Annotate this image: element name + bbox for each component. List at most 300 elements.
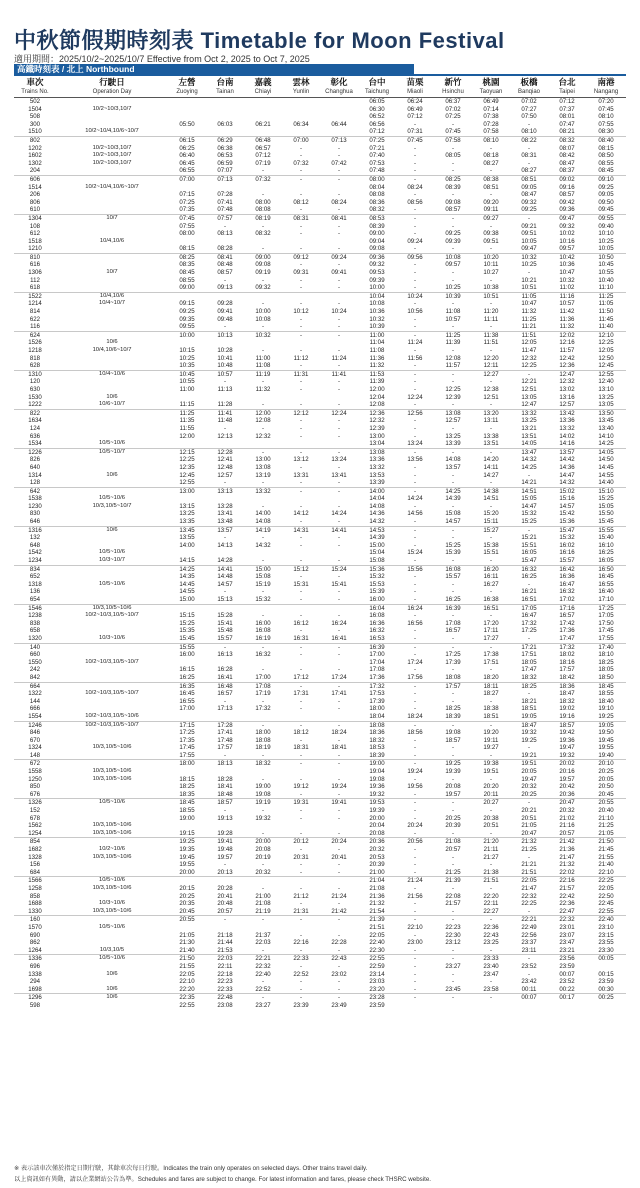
departure-time: 19:40 [586,752,626,760]
operation-day: 10/3,10/5~10/6 [92,853,132,860]
operation-day: 10/6 [106,526,118,533]
timetable [14,77,626,1009]
departure-time: - [320,323,358,331]
departure-time: - [337,588,341,596]
departure-time: - [337,448,341,456]
departure-time: 22:56 [521,931,537,939]
departure-time: 08:39 [369,222,385,230]
departure-time: 00:05 [598,955,614,963]
departure-time: 19:32 [548,752,586,760]
train-number: 684 [14,869,56,877]
table-row [14,643,626,651]
departure-time: - [451,588,455,596]
departure-time: - [299,534,303,542]
departure-time: 10:51 [510,284,548,292]
table-row [14,963,626,971]
departure-time: - [282,401,320,409]
departure-time: 07:32 [255,175,271,183]
departure-time: 14:08 [244,518,282,526]
departure-time: 07:00 [179,175,195,183]
train-number: 1688 [28,900,42,908]
departure-time: - [489,588,493,596]
train-number: 1316 [28,526,42,534]
departure-time: 08:57 [559,191,575,199]
departure-time: - [413,651,417,659]
departure-time: - [223,588,227,596]
departure-time: - [413,612,417,620]
departure-time: 21:25 [434,869,472,877]
departure-time: - [261,222,265,230]
train-number: 1518 [28,237,42,245]
departure-time: 09:00 [255,253,271,261]
departure-time: 15:05 [521,495,537,503]
departure-time: 07:35 [168,206,206,214]
departure-time: - [434,752,472,760]
departure-time [168,549,206,557]
departure-time: 21:47 [521,884,537,892]
departure-time: - [489,144,493,152]
departure-time: 11:57 [559,347,575,354]
departure-time: 21:56 [407,892,423,900]
train-number: 648 [29,541,41,549]
table-row [14,160,626,168]
departure-time: 11:15 [168,401,206,409]
footnote-operation-days: ※ 表示該車次僅於指定日期行駛，其餘車次每日行駛。Indicates the train only operates on selected days. Other trains travel daily. [14,1165,368,1172]
departure-time: - [337,962,341,970]
departure-time [206,440,244,448]
departure-time: 12:55 [168,479,206,487]
departure-time: 23:45 [434,986,472,994]
departure-time: - [451,697,455,705]
departure-time: 20:08 [445,783,461,791]
departure-time: 21:37 [255,931,271,939]
departure-time: - [396,908,434,916]
departure-time [168,924,206,932]
departure-time: 15:56 [407,565,423,573]
departure-time: - [320,869,358,877]
departure-time: 11:57 [434,362,472,370]
departure-time: - [299,760,303,768]
departure-time: 15:57 [445,573,461,581]
departure-time: - [299,300,303,308]
departure-time: - [261,448,265,456]
departure-time: 13:36 [369,456,385,464]
departure-time: 16:57 [445,627,461,635]
departure-time: - [413,970,417,978]
operation-day [56,417,168,425]
departure-time: 14:32 [521,456,537,464]
train-number: 850 [29,783,41,791]
table-row [14,955,626,963]
departure-time: 21:08 [369,884,385,892]
departure-time: 13:19 [255,471,271,479]
column-header-zh: 苗栗 [406,77,424,87]
departure-time: 19:39 [445,768,461,776]
departure-time: 18:00 [179,760,195,768]
departure-time [206,549,244,557]
departure-time: 09:08 [445,198,461,206]
departure-time: 10:55 [179,378,195,386]
departure-time [244,98,282,106]
departure-time: 09:25 [510,206,548,214]
table-row [14,339,626,347]
departure-time: 17:25 [521,627,537,635]
departure-time: 23:30 [586,947,626,955]
operation-day: 10/2~10/3,10/7 [92,105,132,112]
operation-day: 10/3~10/6 [56,635,168,643]
departure-time: 20:08 [358,830,396,838]
departure-time: 17:45 [179,744,195,752]
operation-day: 10/6 [106,393,118,400]
operation-day: 10/3,10/5~10/6 [92,822,132,829]
table-row [14,885,626,893]
departure-time: 20:31 [293,853,309,861]
departure-time: 08:55 [598,159,614,167]
departure-time [168,184,206,192]
departure-time: 17:47 [548,635,586,643]
departure-time: 15:40 [598,534,614,542]
departure-time: 22:32 [521,892,537,900]
departure-time: 08:31 [521,152,537,160]
train-number: 810 [29,253,41,261]
departure-time: - [396,635,434,643]
departure-time: - [413,721,417,729]
departure-time: 11:36 [369,354,385,362]
operation-day [56,261,168,269]
departure-time: - [489,861,493,869]
departure-time [282,98,320,106]
table-row [14,238,626,246]
departure-time: - [413,807,417,815]
departure-time: 11:12 [293,354,309,362]
departure-time: 20:12 [293,838,309,846]
departure-time: 21:36 [559,846,575,853]
operation-day [56,199,168,207]
operation-day: 10/5~10/6 [99,580,125,587]
departure-time: 16:12 [293,619,309,627]
departure-time: 17:00 [179,705,195,713]
operation-day [56,121,168,129]
table-row [14,815,626,823]
train-number: 1526 [28,339,42,347]
departure-time: 18:56 [407,729,423,737]
table-row [14,113,626,121]
departure-time: 10:28 [217,347,233,354]
departure-time: - [299,347,303,354]
departure-time: 23:37 [521,939,537,947]
departure-time: 21:42 [559,838,575,846]
column-header-zh: 新竹 [444,77,462,87]
departure-time [320,604,358,612]
departure-time: 08:19 [255,214,271,222]
departure-time: 18:10 [598,651,614,659]
departure-time: - [413,682,417,690]
operation-day [56,378,168,386]
departure-time: 12:21 [521,378,537,386]
departure-time: 16:39 [369,643,385,651]
departure-time: 23:08 [217,1001,233,1009]
departure-time: - [451,159,455,167]
departure-time: 16:51 [483,604,499,612]
departure-time: 18:57 [217,799,233,807]
departure-time: 20:24 [331,838,347,846]
departure-time: 14:27 [483,471,499,479]
operation-day [56,705,168,713]
departure-time: 17:08 [445,619,461,627]
departure-time: - [337,612,341,620]
departure-time: 14:24 [331,510,347,518]
departure-time [206,394,244,402]
operation-day [56,409,168,417]
departure-time: 22:59 [369,962,385,970]
departure-time: 10:32 [255,331,271,339]
departure-time: 12:27 [483,370,499,378]
departure-time: - [337,541,341,549]
departure-time: 17:48 [217,736,233,744]
departure-time: - [451,534,455,542]
departure-time: 20:51 [521,814,537,822]
departure-time: 21:19 [244,908,282,916]
section-divider [14,74,626,76]
table-row [14,152,626,160]
departure-time: 11:47 [521,347,537,354]
departure-time: 17:27 [472,635,510,643]
departure-time: 12:35 [179,463,195,471]
departure-time: 13:47 [521,448,537,456]
operation-day [56,783,168,791]
departure-time: 19:45 [179,853,195,861]
departure-time: 23:01 [559,923,575,931]
departure-time: 13:12 [293,456,309,464]
departure-time: 20:56 [407,838,423,846]
departure-time: 16:31 [282,635,320,643]
departure-time: - [320,245,358,253]
train-number: 124 [29,424,41,432]
departure-time: 16:47 [521,612,537,620]
departure-time: - [472,752,510,760]
departure-time: 08:13 [217,230,233,238]
table-row [14,245,626,253]
departure-time [282,128,320,136]
train-number: 636 [29,432,41,440]
departure-time: 07:25 [445,113,461,121]
departure-time: - [320,479,358,487]
departure-time: - [223,807,227,815]
departure-time: 17:47 [521,666,537,674]
departure-time [510,1002,548,1010]
departure-time: 17:21 [521,643,537,651]
departure-time: 16:05 [521,549,537,557]
departure-time: 08:40 [598,136,614,144]
train-number: 116 [14,323,56,331]
train-number: 624 [29,331,41,339]
departure-time: - [451,269,455,277]
operation-day: 10/5~10/6 [99,877,125,884]
departure-time [320,106,358,114]
departure-time: - [299,152,303,160]
departure-time: 08:37 [548,167,586,175]
departure-time: 08:51 [521,175,537,183]
departure-time: - [434,830,472,838]
train-number: 1246 [28,721,42,729]
departure-time: 15:41 [217,619,233,627]
departure-time: 15:19 [255,580,271,588]
departure-time: 08:07 [559,144,575,152]
operation-day: 10/2~10/3,10/7 [92,152,132,159]
departure-time: 08:32 [255,230,271,238]
departure-time: 08:10 [483,136,499,144]
departure-time: 10:48 [206,362,244,370]
departure-time: - [413,916,417,924]
train-number: 508 [29,113,41,121]
departure-time: 18:08 [369,721,385,729]
departure-time: 10:32 [559,276,575,284]
departure-time: 16:51 [510,596,548,604]
departure-time [282,713,320,721]
departure-time: 10:04 [369,292,385,300]
departure-time: - [337,347,341,354]
departure-time [206,106,244,114]
departure-time: 21:10 [598,814,614,822]
operation-day: 10/6 [106,970,118,977]
departure-time: - [337,682,341,690]
departure-time: 11:08 [244,362,282,370]
departure-time: - [451,916,455,924]
departure-time: 18:08 [255,736,271,744]
departure-time: 20:42 [559,783,575,791]
departure-time: - [320,206,358,214]
departure-time: 07:27 [521,105,537,113]
departure-time: 14:13 [217,541,233,549]
departure-time: - [282,323,320,331]
operation-day [56,963,168,971]
departure-time: - [282,869,320,877]
departure-time: 07:48 [206,206,244,214]
departure-time: - [299,931,303,939]
departure-time: - [337,175,341,183]
departure-time: 15:12 [293,565,309,573]
departure-time: 10:51 [483,292,499,300]
departure-time: 10:39 [445,292,461,300]
table-row [14,199,626,207]
departure-time [320,924,358,932]
departure-time: 10:20 [483,253,499,261]
departure-time: 17:41 [331,690,347,698]
operation-day [56,565,168,573]
departure-time: - [413,697,417,705]
departure-time: 09:36 [369,253,385,261]
table-row [14,394,626,402]
departure-time: 12:32 [255,432,271,440]
table-row [14,433,626,441]
departure-time: 11:21 [510,323,548,331]
train-number: 606 [29,175,41,183]
departure-time: - [413,487,417,495]
departure-time: - [451,502,455,510]
departure-time: 07:31 [396,128,434,136]
operation-day [56,464,168,472]
departure-time: 19:41 [331,799,347,807]
departure-time: 13:24 [396,440,434,448]
departure-time: 12:08 [358,401,396,409]
departure-time: 11:00 [369,331,385,339]
departure-time: 12:08 [255,417,271,425]
departure-time: 20:24 [407,822,423,830]
table-row [14,932,626,940]
departure-time: 22:28 [331,939,347,947]
departure-time: 09:56 [407,253,423,261]
table-row [14,386,626,394]
departure-time: 09:57 [445,261,461,269]
departure-time: 09:11 [472,206,510,214]
departure-time: 22:52 [244,986,282,994]
departure-time: 19:24 [331,783,347,791]
departure-time: 10:05 [521,237,537,245]
departure-time: - [320,752,358,760]
departure-time: 07:47 [559,120,575,128]
departure-time: 20:51 [483,822,499,830]
departure-time: 08:36 [369,198,385,206]
departure-time: 18:00 [369,705,385,713]
departure-time: 12:47 [559,370,575,378]
departure-time: 13:25 [598,393,614,401]
departure-time: - [261,666,265,674]
departure-time: - [299,861,303,869]
operation-day: 10/4,10/6 [99,292,125,299]
departure-time: 09:39 [369,276,385,284]
table-row [14,674,626,682]
train-number: 1254 [14,830,56,838]
departure-time: - [527,970,531,978]
departure-time: 13:25 [179,510,195,518]
departure-time: 12:47 [510,401,548,409]
departure-time: 16:21 [521,588,537,596]
table-row [14,807,626,815]
departure-time: 23:58 [472,986,510,994]
departure-time: 08:18 [483,152,499,160]
departure-time: - [396,791,434,799]
departure-time: - [413,214,417,222]
operation-day [56,651,168,659]
departure-time: 12:08 [445,354,461,362]
departure-time [282,339,320,347]
departure-time: - [337,814,341,822]
departure-time: 15:04 [369,549,385,557]
train-number: 1306 [28,269,42,277]
departure-time: 16:48 [217,682,233,690]
table-row [14,472,626,480]
departure-time: 22:52 [293,970,309,978]
departure-time: 10:24 [331,308,347,316]
table-row [14,939,626,947]
train-number: 206 [29,191,41,199]
table-row [14,908,626,916]
departure-time: 16:08 [255,627,271,635]
train-number: 666 [29,705,41,713]
departure-time: - [413,994,417,1002]
departure-time: 17:45 [598,627,614,635]
departure-time: - [337,861,341,869]
departure-time: 18:15 [179,775,195,783]
operation-day [56,838,168,846]
departure-time [244,495,282,503]
departure-time: 19:47 [559,744,575,752]
departure-time: 19:47 [521,775,537,783]
departure-time: - [299,502,303,510]
departure-time [206,822,244,830]
departure-time: - [337,417,341,425]
departure-time: - [472,557,510,565]
